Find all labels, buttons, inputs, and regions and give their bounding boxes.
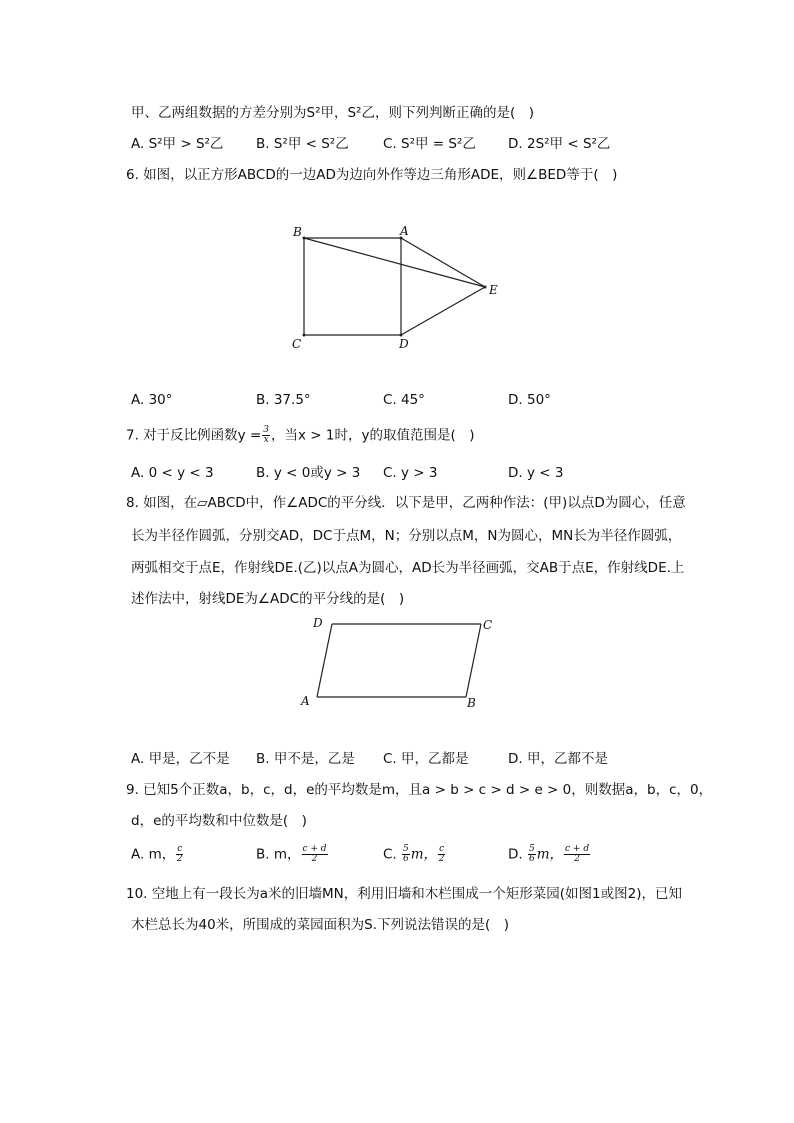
fraction: $\frac{5}{6}$: [528, 844, 535, 864]
label-c: C: [292, 337, 302, 351]
label-d: D: [313, 616, 323, 630]
q7-option-c[interactable]: C. y > 3: [383, 465, 438, 481]
q8-line2: 长为半径作圆弧，分别交AD，DC于点M，N；分别以点M，N为圆心，MN长为半径作圆弧，: [131, 528, 682, 544]
q8-line1: 8. 如图，在▱ABCD中，作∠ADC的平分线．以下是甲，乙两种作法：(甲)以点D为圆心，任意: [126, 495, 686, 511]
q7-option-b[interactable]: B. y < 0或y > 3: [256, 465, 361, 481]
label-e: E: [489, 283, 498, 297]
q5-option-a[interactable]: A. S²甲 > S²乙: [131, 136, 224, 152]
q9-option-c[interactable]: C. $\frac{5}{6}$ m， $\frac{c}{2}$: [383, 844, 445, 864]
q8-option-a[interactable]: A. 甲是，乙不是: [131, 751, 230, 767]
segment-de: [401, 287, 485, 335]
q8-option-b[interactable]: B. 甲不是，乙是: [256, 751, 355, 767]
q7-stem-part1: 7. 对于反比例函数y =: [126, 427, 262, 444]
q9-line2: d，e的平均数和中位数是( ): [131, 813, 307, 829]
q7-fraction: $\frac{3}{x}$: [263, 425, 269, 445]
q6-option-b[interactable]: B. 37.5°: [256, 392, 311, 408]
q8-line3: 两弧相交于点E，作射线DE.(乙)以点A为圆心，AD长为半径画弧，交AB于点E，作射线DE.上: [131, 560, 685, 576]
q8-figure-parallelogram: [295, 610, 505, 715]
q9-option-d[interactable]: D. $\frac{5}{6}$ m， $\frac{c + d}{2}$: [508, 844, 590, 864]
q6-stem: 6. 如图，以正方形ABCD的一边AD为边向外作等边三角形ADE，则∠BED等于( ): [126, 167, 618, 183]
q7-stem-part2: ，当x > 1时，y的取值范围是( ): [271, 427, 475, 444]
label-a: A: [301, 694, 310, 708]
segment-ad: [317, 624, 332, 697]
q9-line1: 9. 已知5个正数a，b，c，d，e的平均数是m，且a > b > c > d > e > 0，则数据a，b，c，0，: [126, 782, 713, 798]
fraction: $\frac{c + d}{2}$: [302, 844, 327, 864]
q7-option-d[interactable]: D. y < 3: [508, 465, 564, 481]
q6-option-d[interactable]: D. 50°: [508, 392, 551, 408]
q10-line2: 木栏总长为40米，所围成的菜园面积为S.下列说法错误的是( ): [131, 917, 510, 933]
segment-be: [304, 238, 485, 287]
fraction: $\frac{5}{6}$: [403, 844, 409, 864]
q10-line1: 10. 空地上有一段长为a米的旧墙MN，利用旧墙和木栏围成一个矩形菜园(如图1或图2)，已知: [126, 886, 682, 902]
q6-figure-square-triangle: [280, 220, 520, 355]
label-b: B: [293, 225, 302, 239]
q5-option-d[interactable]: D. 2S²甲 < S²乙: [508, 136, 611, 152]
q6-option-c[interactable]: C. 45°: [383, 392, 425, 408]
label-c: C: [483, 618, 493, 632]
q5-stem: 甲、乙两组数据的方差分别为S²甲，S²乙，则下列判断正确的是( ): [131, 105, 534, 121]
q5-option-b[interactable]: B. S²甲 < S²乙: [256, 136, 349, 152]
q7-stem: [126, 426, 475, 445]
label-a: A: [400, 224, 409, 238]
q7-option-a[interactable]: A. 0 < y < 3: [131, 465, 214, 481]
segment-ae: [401, 238, 485, 287]
q8-option-c[interactable]: C. 甲，乙都是: [383, 751, 469, 767]
q6-option-a[interactable]: A. 30°: [131, 392, 173, 408]
fraction: $\frac{c}{2}$: [438, 844, 445, 864]
q5-option-c[interactable]: C. S²甲 = S²乙: [383, 136, 476, 152]
fraction: $\frac{c}{2}$: [176, 844, 183, 864]
q8-option-d[interactable]: D. 甲，乙都不是: [508, 751, 608, 767]
label-b: B: [467, 696, 476, 710]
segment-bc: [466, 624, 481, 697]
q8-line4: 述作法中，射线DE为∠ADC的平分线的是( ): [131, 591, 405, 607]
q9-option-b[interactable]: B. m， $\frac{c + d}{2}$: [256, 844, 327, 864]
label-d: D: [399, 337, 409, 351]
q9-option-a[interactable]: A. m， $\frac{c}{2}$: [131, 844, 183, 864]
fraction: $\frac{c + d}{2}$: [565, 844, 590, 864]
